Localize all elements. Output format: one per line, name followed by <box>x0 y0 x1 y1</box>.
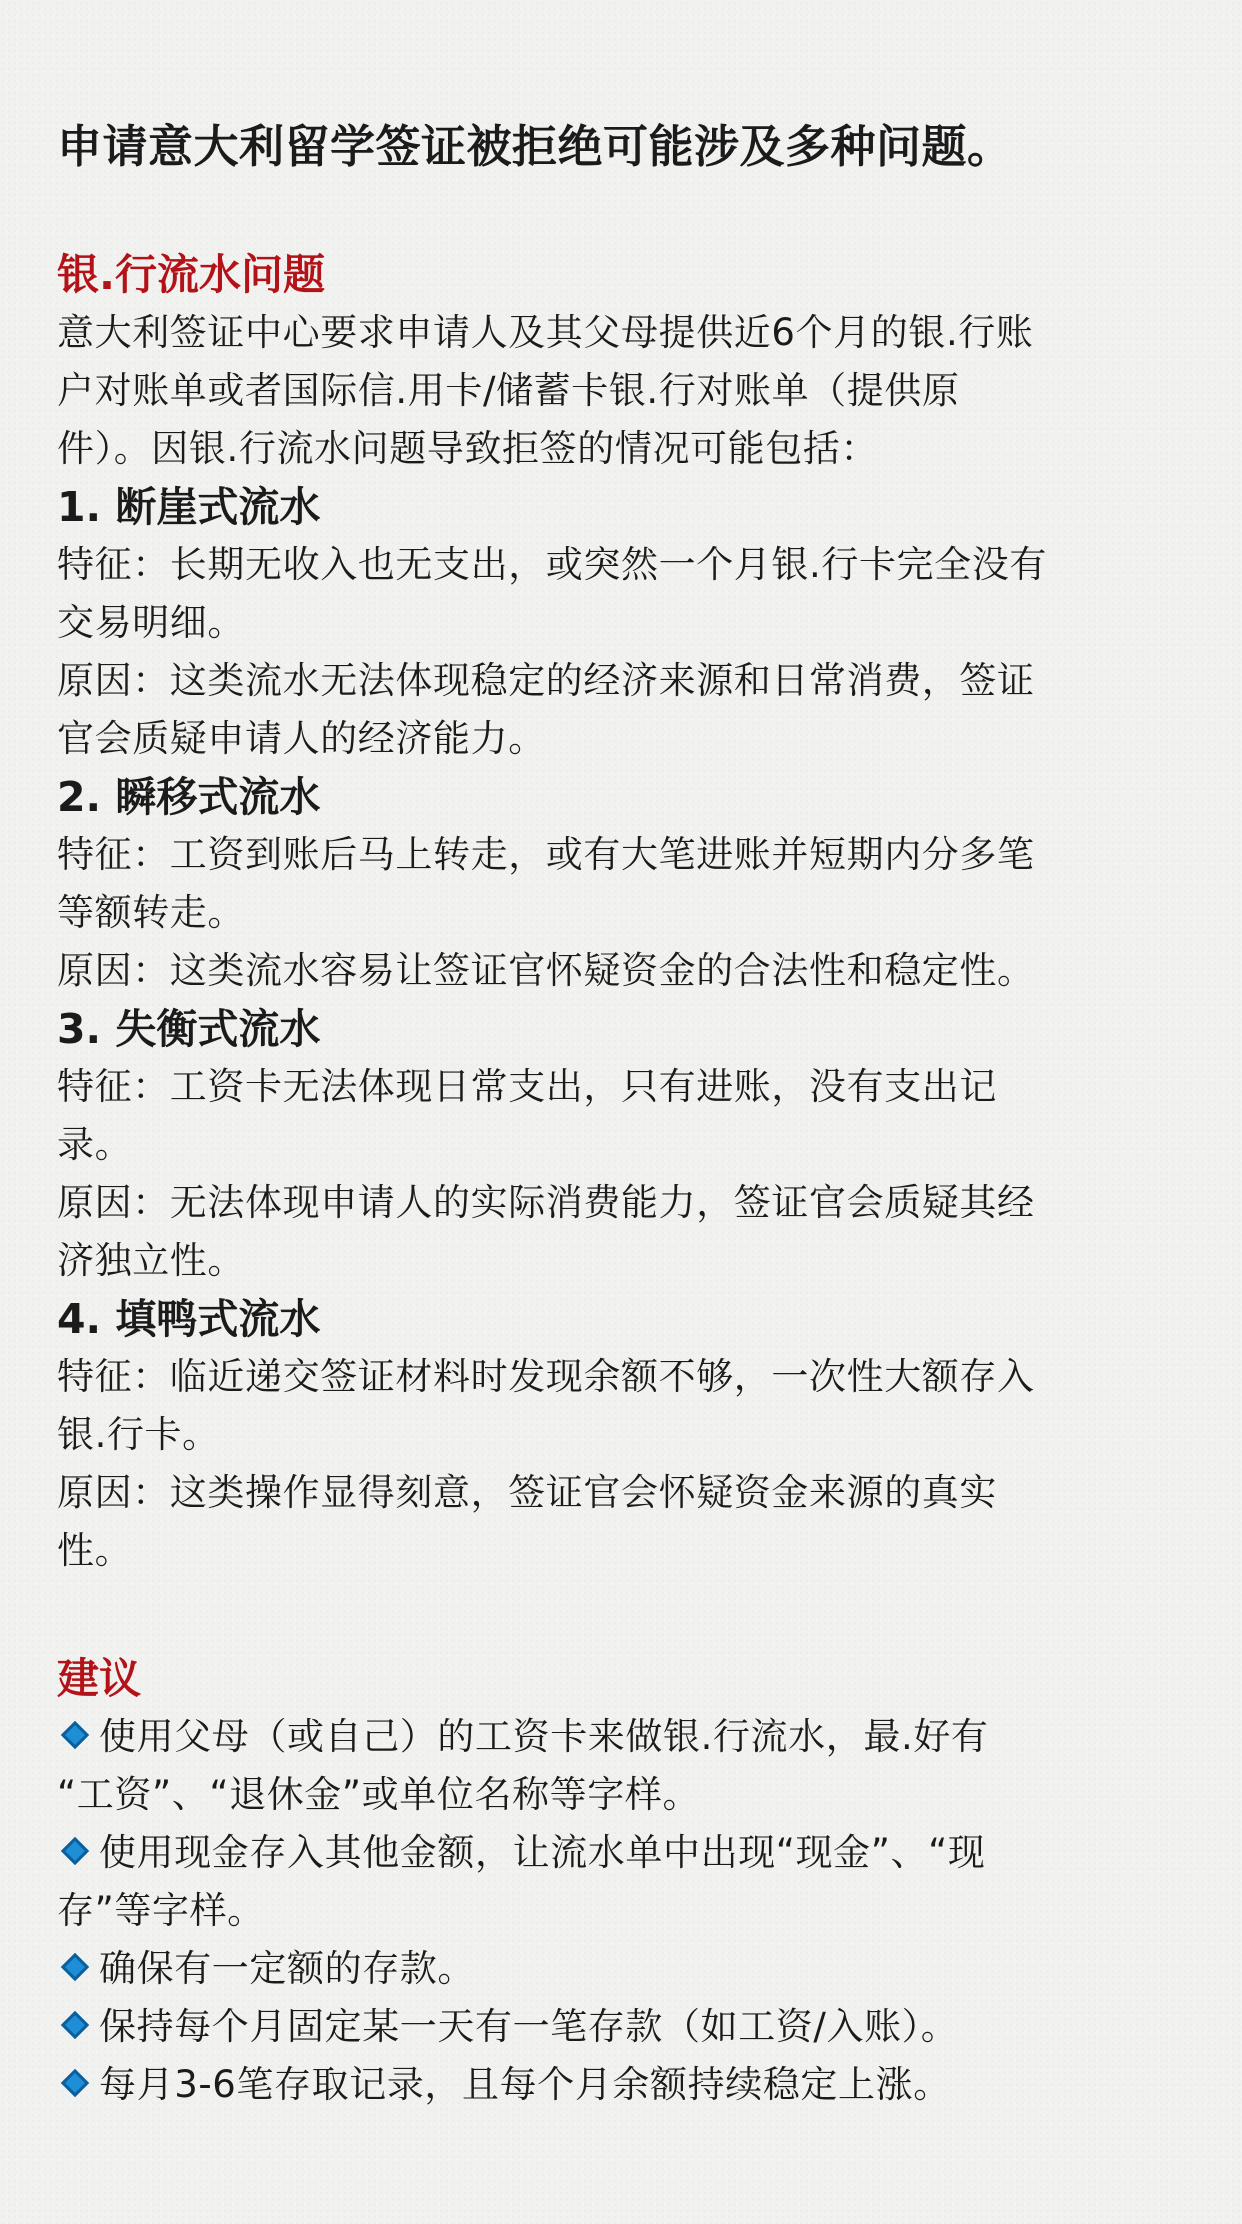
blue-diamond-icon <box>61 1953 89 1981</box>
item-title-teleport: 2. 瞬移式流水 <box>57 773 321 821</box>
advice-item <box>57 1708 1186 1766</box>
reason-line: 原因：无法体现申请人的实际消费能力，签证官会质疑其经 <box>57 1181 1035 1224</box>
advice-item <box>57 1940 1186 1998</box>
item-title-cliff: 1. 断崖式流水 <box>57 483 321 531</box>
blue-diamond-icon <box>61 1721 89 1749</box>
blue-diamond-icon <box>61 2011 89 2039</box>
reason-line: 原因：这类流水无法体现稳定的经济来源和日常消费，签证 <box>57 659 1035 702</box>
page-title: 申请意大利留学签证被拒绝可能涉及多种问题。 <box>57 120 1013 173</box>
feature-line: 特征：工资到账后马上转走，或有大笔进账并短期内分多笔 <box>57 833 1035 876</box>
bank-intro-line: 户对账单或者国际信.用卡/储蓄卡银.行对账单（提供原 <box>57 369 960 412</box>
feature-line: 银.行卡。 <box>57 1413 220 1456</box>
advice-item <box>57 1824 1186 1882</box>
advice-line: 确保有一定额的存款。 <box>99 1947 475 1990</box>
feature-line: 特征：工资卡无法体现日常支出，只有进账，没有支出记 <box>57 1065 997 1108</box>
item-title-cramming: 4. 填鸭式流水 <box>57 1295 321 1343</box>
advice-section-heading: 建议 <box>57 1654 142 1703</box>
advice-line: “工资”、“退休金”或单位名称等字样。 <box>57 1773 701 1816</box>
feature-line: 等额转走。 <box>57 891 245 934</box>
bank-intro-line: 件）。因银.行流水问题导致拒签的情况可能包括： <box>57 427 879 470</box>
reason-line: 官会质疑申请人的经济能力。 <box>57 717 546 760</box>
blue-diamond-icon <box>61 1837 89 1865</box>
advice-line: 每月3-6笔存取记录，且每个月余额持续稳定上涨。 <box>99 2063 951 2106</box>
advice-line: 存”等字样。 <box>57 1889 265 1932</box>
feature-line: 交易明细。 <box>57 601 245 644</box>
feature-line: 录。 <box>57 1123 133 1166</box>
advice-item-continuation <box>57 1882 1186 1940</box>
advice-line: 使用现金存入其他金额，让流水单中出现“现金”、“现 <box>99 1831 986 1874</box>
feature-line: 特征：临近递交签证材料时发现余额不够，一次性大额存入 <box>57 1355 1035 1398</box>
advice-line: 保持每个月固定某一天有一笔存款（如工资/入账）。 <box>99 2005 959 2048</box>
blue-diamond-icon <box>61 2069 89 2097</box>
item-title-imbalance: 3. 失衡式流水 <box>57 1005 321 1053</box>
advice-item <box>57 1998 1186 2056</box>
advice-item <box>57 2056 1186 2114</box>
reason-line: 济独立性。 <box>57 1239 245 1282</box>
feature-line: 特征：长期无收入也无支出，或突然一个月银.行卡完全没有 <box>57 543 1047 586</box>
reason-line: 原因：这类操作显得刻意，签证官会怀疑资金来源的真实 <box>57 1471 997 1514</box>
reason-line: 性。 <box>57 1529 133 1572</box>
advice-list <box>57 1708 1186 2114</box>
advice-line: 使用父母（或自己）的工资卡来做银.行流水，最.好有 <box>99 1715 989 1758</box>
bank-intro-line: 意大利签证中心要求申请人及其父母提供近6个月的银.行账 <box>57 311 1034 354</box>
advice-item-continuation <box>57 1766 1186 1824</box>
bank-section-heading: 银.行流水问题 <box>57 250 325 299</box>
reason-line: 原因：这类流水容易让签证官怀疑资金的合法性和稳定性。 <box>57 949 1035 992</box>
